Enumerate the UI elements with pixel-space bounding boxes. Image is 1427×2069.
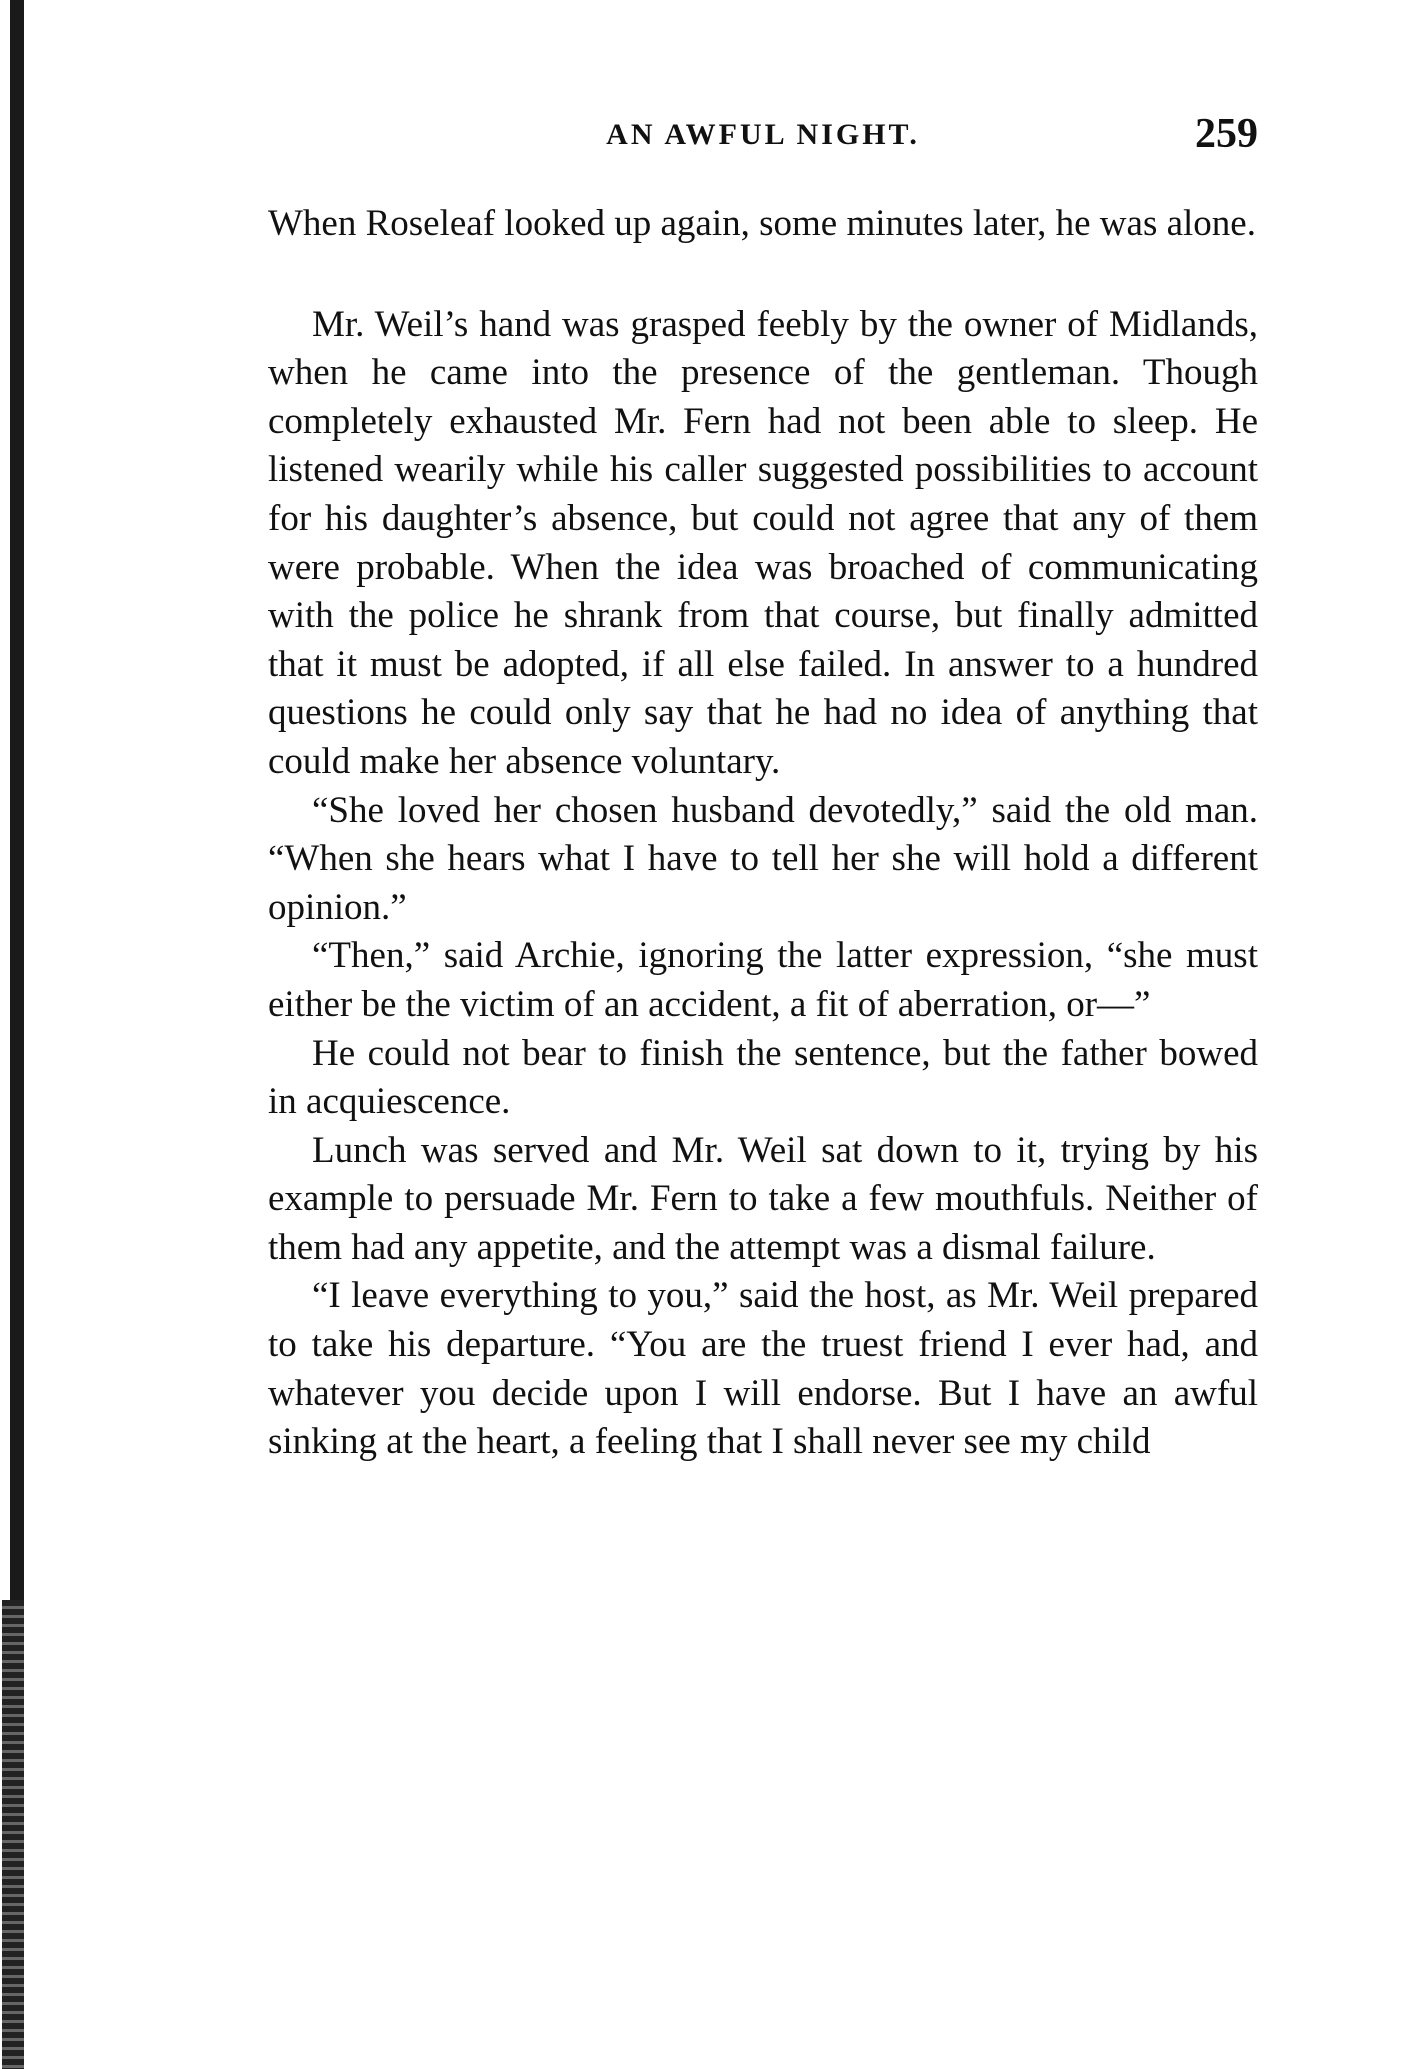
paragraph: “Then,” said Archie, ignoring the latter expression, “she must either be the victim of an accident, a fit of aberration, or—” [268, 935, 1258, 1025]
paragraph: “She loved her chosen husband devotedly,” said the old man. “When she hears what I have to tell her she will hold a different opinion.” [268, 789, 1258, 928]
binding-edge-tail [2, 1600, 24, 2069]
paragraph: Lunch was served and Mr. Weil sat down to it, trying by his example to persuade Mr. Fern to take a few mouthfuls. Neither of them had any appetite, and the attempt was a dismal failure. [268, 1129, 1258, 1268]
section-break [268, 249, 1258, 301]
body-text [268, 200, 1258, 1467]
paragraph: “I leave everything to you,” said the host, as Mr. Weil prepared to take his departure. “You are the truest friend I ever had, and whatever you decide upon I will endorse. But I have an awful sinking at the heart, a feeling that I shall never see my child [268, 1275, 1258, 1463]
paragraph: He could not bear to finish the sentence, but the father bowed in acquiescence. [268, 1032, 1258, 1123]
running-head [268, 110, 1258, 170]
paragraph: Mr. Weil’s hand was grasped feebly by the owner of Midlands, when he came into the presence of the gentleman. Though completely exhausted Mr. Fern had not been able to sleep. He listened wearily while his caller suggested possibilities to account for his daughter’s absence, but could not agree that any of them were probable. When the idea was broached of communicating with the police he shrank from that course, but finally admitted that it must be adopted, if all else failed. In answer to a hundred questions he could only say that he had no idea of anything that could make her absence voluntary. [268, 303, 1258, 782]
page-number: 259 [1195, 111, 1258, 157]
running-title: AN AWFUL NIGHT. [606, 118, 920, 151]
paragraph: When Roseleaf looked up again, some minutes later, he was alone. [268, 203, 1256, 244]
